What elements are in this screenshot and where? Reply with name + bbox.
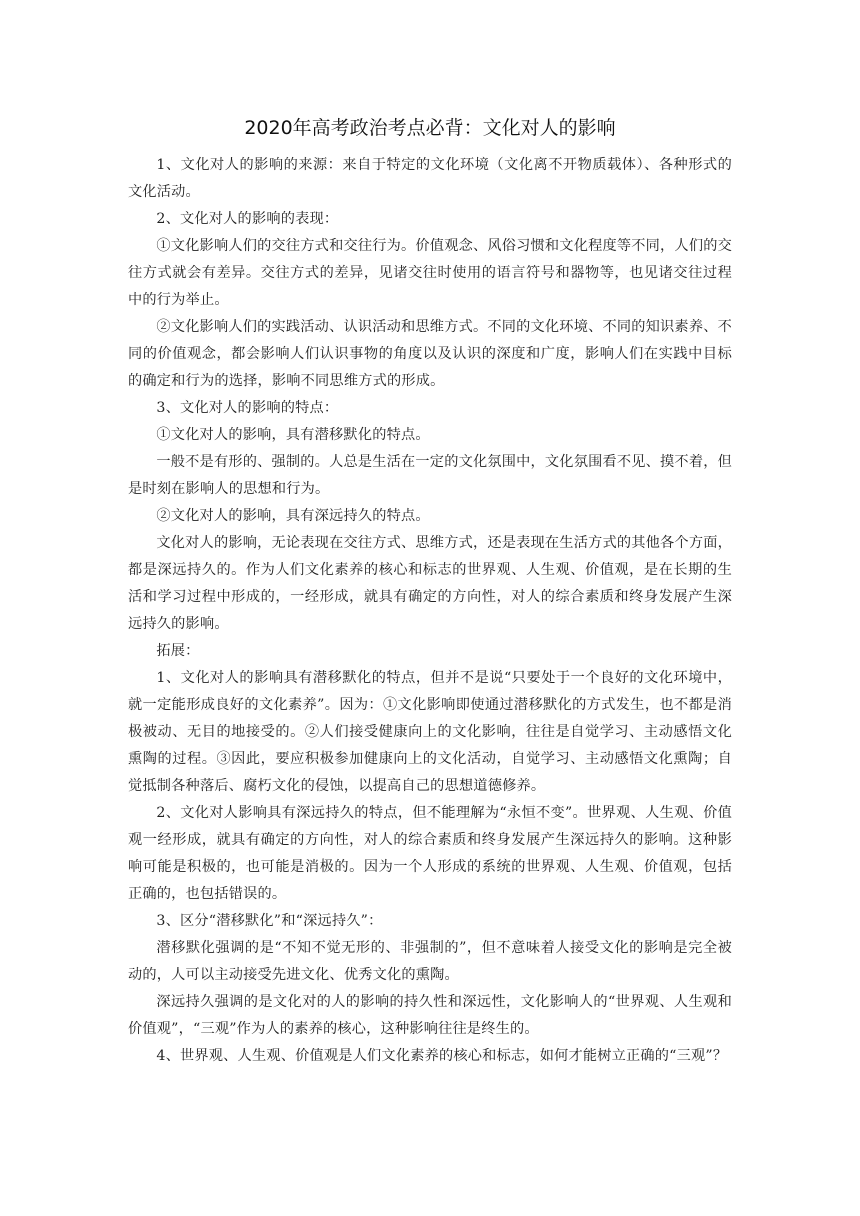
- paragraph-lasting-emphasis: 深远持久强调的是文化对的人的影响的持久性和深远性，文化影响人的“世界观、人生观和价值观”，“三观”作为人的素养的核心，这种影响往往是终生的。: [128, 994, 732, 1037]
- paragraph-source: 1、文化对人的影响的来源：来自于特定的文化环境（文化离不开物质载体）、各种形式的文化活动。: [128, 157, 732, 200]
- paragraph-interaction: ①文化影响人们的交往方式和交往行为。价值观念、风俗习惯和文化程度等不同，人们的交往方式就会有差异。交往方式的差异，见诸交往时使用的语言符号和器物等，也见诸交往过程中的行为举止。: [128, 238, 732, 308]
- paragraph-extension-heading: 拓展：: [156, 643, 200, 659]
- paragraph-features-heading: 3、文化对人的影响的特点：: [156, 400, 339, 416]
- document-body: [128, 152, 732, 1070]
- paragraph-manifestation-heading: 2、文化对人的影响的表现：: [156, 211, 339, 227]
- document-title: 2020年高考政治考点必背：文化对人的影响: [244, 117, 616, 139]
- paragraph-lasting-heading: ②文化对人的影响，具有深远持久的特点。: [156, 508, 430, 524]
- paragraph-extension-2: 2、文化对人影响具有深远持久的特点，但不能理解为“永恒不变”。世界观、人生观、价值观一经形成，就具有确定的方向性，对人的综合素质和终身发展产生深远持久的影响。这种影响可能是积极的，也可能是消极的。因为一个人形成的系统的世界观、人生观、价值观，包括正确的，也包括错误的。: [128, 805, 732, 902]
- paragraph-extension-3-heading: 3、区分“潜移默化”和“深远持久”：: [156, 913, 383, 929]
- paragraph-subtle-emphasis: 潜移默化强调的是“不知不觉无形的、非强制的”，但不意味着人接受文化的影响是完全被动的，人可以主动接受先进文化、优秀文化的熏陶。: [128, 940, 732, 983]
- paragraph-lasting-detail: 文化对人的影响，无论表现在交往方式、思维方式，还是表现在生活方式的其他各个方面，都是深远持久的。作为人们文化素养的核心和标志的世界观、人生观、价值观，是在长期的生活和学习过程中形成的，一经形成，就具有确定的方向性，对人的综合素质和终身发展产生深远持久的影响。: [128, 535, 732, 632]
- paragraph-extension-4: 4、世界观、人生观、价值观是人们文化素养的核心和标志，如何才能树立正确的“三观”？: [156, 1048, 728, 1064]
- paragraph-subtle-detail: 一般不是有形的、强制的。人总是生活在一定的文化氛围中，文化氛围看不见、摸不着，但是时刻在影响人的思想和行为。: [128, 454, 732, 497]
- paragraph-practice: ②文化影响人们的实践活动、认识活动和思维方式。不同的文化环境、不同的知识素养、不同的价值观念，都会影响人们认识事物的角度以及认识的深度和广度，影响人们在实践中目标的确定和行为的选择，影响不同思维方式的形成。: [128, 319, 732, 389]
- paragraph-extension-1: 1、文化对人的影响具有潜移默化的特点，但并不是说“只要处于一个良好的文化环境中，就一定能形成良好的文化素养”。因为：①文化影响即使通过潜移默化的方式发生，也不都是消极被动、无目的地接受的。②人们接受健康向上的文化影响，往往是自觉学习、主动感悟文化熏陶的过程。③因此，要应积极参加健康向上的文化活动，自觉学习、主动感悟文化熏陶；自觉抵制各种落后、腐朽文化的侵蚀，以提高自己的思想道德修养。: [128, 670, 732, 794]
- paragraph-subtle-heading: ①文化对人的影响，具有潜移默化的特点。: [156, 427, 430, 443]
